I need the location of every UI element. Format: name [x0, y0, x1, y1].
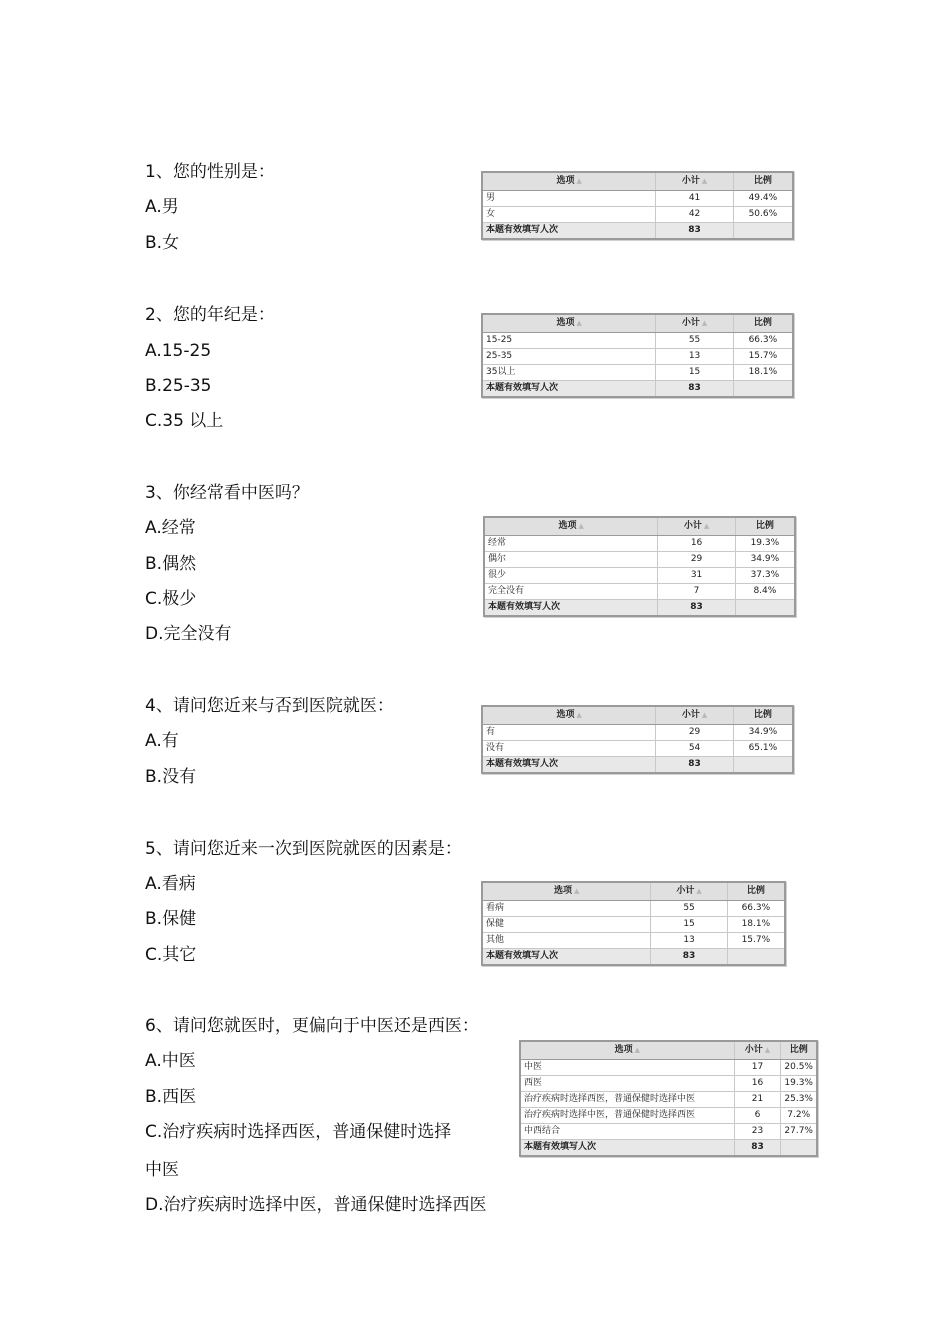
- header-ratio: 比例: [781, 1041, 817, 1060]
- total-row: 本题有效填写人次 83: [482, 381, 793, 398]
- question-1-option-b: B.女: [145, 233, 180, 253]
- question-3-option-a: A.经常: [145, 518, 196, 538]
- question-4-option-b: B.没有: [145, 767, 197, 787]
- table-row: 25-35 13 15.7%: [482, 349, 793, 365]
- header-ratio: 比例: [733, 314, 793, 333]
- table-row: 偶尔 29 34.9%: [484, 552, 795, 568]
- table-row: 没有 54 65.1%: [482, 741, 793, 757]
- question-6-option-c: C.治疗疾病时选择西医，普通保健时选择: [145, 1122, 452, 1142]
- question-5-result-table: [481, 881, 786, 966]
- question-2-result-table: [481, 313, 794, 398]
- header-ratio: 比例: [735, 517, 795, 536]
- question-2-option-c: C.35 以上: [145, 411, 224, 431]
- question-2-option-b: B.25-35: [145, 376, 212, 396]
- header-option[interactable]: 选项 ▲: [484, 517, 658, 536]
- question-6-option-b: B.西医: [145, 1087, 197, 1107]
- header-option[interactable]: 选项 ▲: [482, 882, 651, 901]
- sort-icon[interactable]: ▲: [701, 177, 708, 185]
- question-3-option-d: D.完全没有: [145, 624, 232, 644]
- sort-icon[interactable]: ▲: [703, 522, 710, 530]
- sort-icon[interactable]: ▲: [701, 711, 708, 719]
- total-row: 本题有效填写人次 83: [482, 949, 785, 966]
- header-count[interactable]: 小计 ▲: [656, 706, 733, 725]
- table-row: 中西结合 23 27.7%: [520, 1124, 817, 1140]
- header-count[interactable]: 小计 ▲: [734, 1041, 781, 1060]
- sort-icon[interactable]: ▲: [634, 1046, 640, 1054]
- question-2-title: 2、您的年纪是：: [145, 305, 275, 325]
- question-5-option-c: C.其它: [145, 945, 197, 965]
- sort-icon[interactable]: ▲: [696, 887, 702, 895]
- question-4-result-table: [481, 705, 794, 774]
- question-3-option-b: B.偶然: [145, 554, 197, 574]
- question-5-option-a: A.看病: [145, 874, 196, 894]
- table-row: 经常 16 19.3%: [484, 536, 795, 552]
- question-6-option-a: A.中医: [145, 1051, 196, 1071]
- table-row: 治疗疾病时选择西医，普通保健时选择中医 21 25.3%: [520, 1092, 817, 1108]
- question-3-option-c: C.极少: [145, 589, 197, 609]
- table-row: 治疗疾病时选择中医，普通保健时选择西医 6 7.2%: [520, 1108, 817, 1124]
- question-4-title: 4、请问您近来与否到医院就医：: [145, 696, 394, 716]
- question-5-title: 5、请问您近来一次到医院就医的因素是：: [145, 839, 462, 859]
- table-row: 看病 55 66.3%: [482, 901, 785, 917]
- table-row: 西医 16 19.3%: [520, 1076, 817, 1092]
- header-ratio: 比例: [733, 706, 793, 725]
- question-6-option-c-continued: 中医: [145, 1160, 179, 1180]
- question-2-option-a: A.15-25: [145, 341, 212, 361]
- header-option[interactable]: 选项 ▲: [482, 314, 656, 333]
- total-row: 本题有效填写人次 83: [484, 600, 795, 617]
- question-1-result-table: [481, 171, 794, 240]
- header-count[interactable]: 小计 ▲: [656, 314, 733, 333]
- table-row: 其他 13 15.7%: [482, 933, 785, 949]
- table-row: 很少 31 37.3%: [484, 568, 795, 584]
- sort-icon[interactable]: ▲: [701, 319, 708, 327]
- table-row: 有 29 34.9%: [482, 725, 793, 741]
- table-row: 男 41 49.4%: [482, 191, 793, 207]
- header-count[interactable]: 小计 ▲: [658, 517, 735, 536]
- sort-icon[interactable]: ▲: [576, 319, 582, 327]
- header-option[interactable]: 选项 ▲: [482, 706, 656, 725]
- header-ratio: 比例: [727, 882, 785, 901]
- sort-icon[interactable]: ▲: [576, 177, 582, 185]
- header-count[interactable]: 小计 ▲: [651, 882, 727, 901]
- question-4-option-a: A.有: [145, 731, 179, 751]
- table-row: 保健 15 18.1%: [482, 917, 785, 933]
- total-row: 本题有效填写人次 83: [482, 757, 793, 774]
- sort-icon[interactable]: ▲: [578, 522, 584, 530]
- header-option[interactable]: 选项 ▲: [482, 172, 656, 191]
- question-1-option-a: A.男: [145, 197, 179, 217]
- table-row: 35以上 15 18.1%: [482, 365, 793, 381]
- sort-icon[interactable]: ▲: [576, 711, 582, 719]
- table-row: 女 42 50.6%: [482, 207, 793, 223]
- question-5-option-b: B.保健: [145, 909, 197, 929]
- total-row: 本题有效填写人次 83: [520, 1140, 817, 1157]
- sort-icon[interactable]: ▲: [573, 887, 580, 895]
- question-6-option-d: D.治疗疾病时选择中医，普通保健时选择西医: [145, 1195, 487, 1215]
- table-row: 15-25 55 66.3%: [482, 333, 793, 349]
- question-1-title: 1、您的性别是：: [145, 162, 275, 182]
- table-row: 中医 17 20.5%: [520, 1060, 817, 1076]
- question-3-title: 3、你经常看中医吗？: [145, 483, 309, 503]
- total-row: 本题有效填写人次 83: [482, 223, 793, 240]
- question-3-result-table: [483, 516, 796, 617]
- question-6-result-table: [519, 1040, 818, 1157]
- header-count[interactable]: 小计 ▲: [656, 172, 733, 191]
- table-row: 完全没有 7 8.4%: [484, 584, 795, 600]
- question-6-title: 6、请问您就医时，更偏向于中医还是西医：: [145, 1016, 479, 1036]
- sort-icon[interactable]: ▲: [764, 1046, 771, 1054]
- header-option[interactable]: 选项 ▲: [520, 1041, 734, 1060]
- header-ratio: 比例: [733, 172, 793, 191]
